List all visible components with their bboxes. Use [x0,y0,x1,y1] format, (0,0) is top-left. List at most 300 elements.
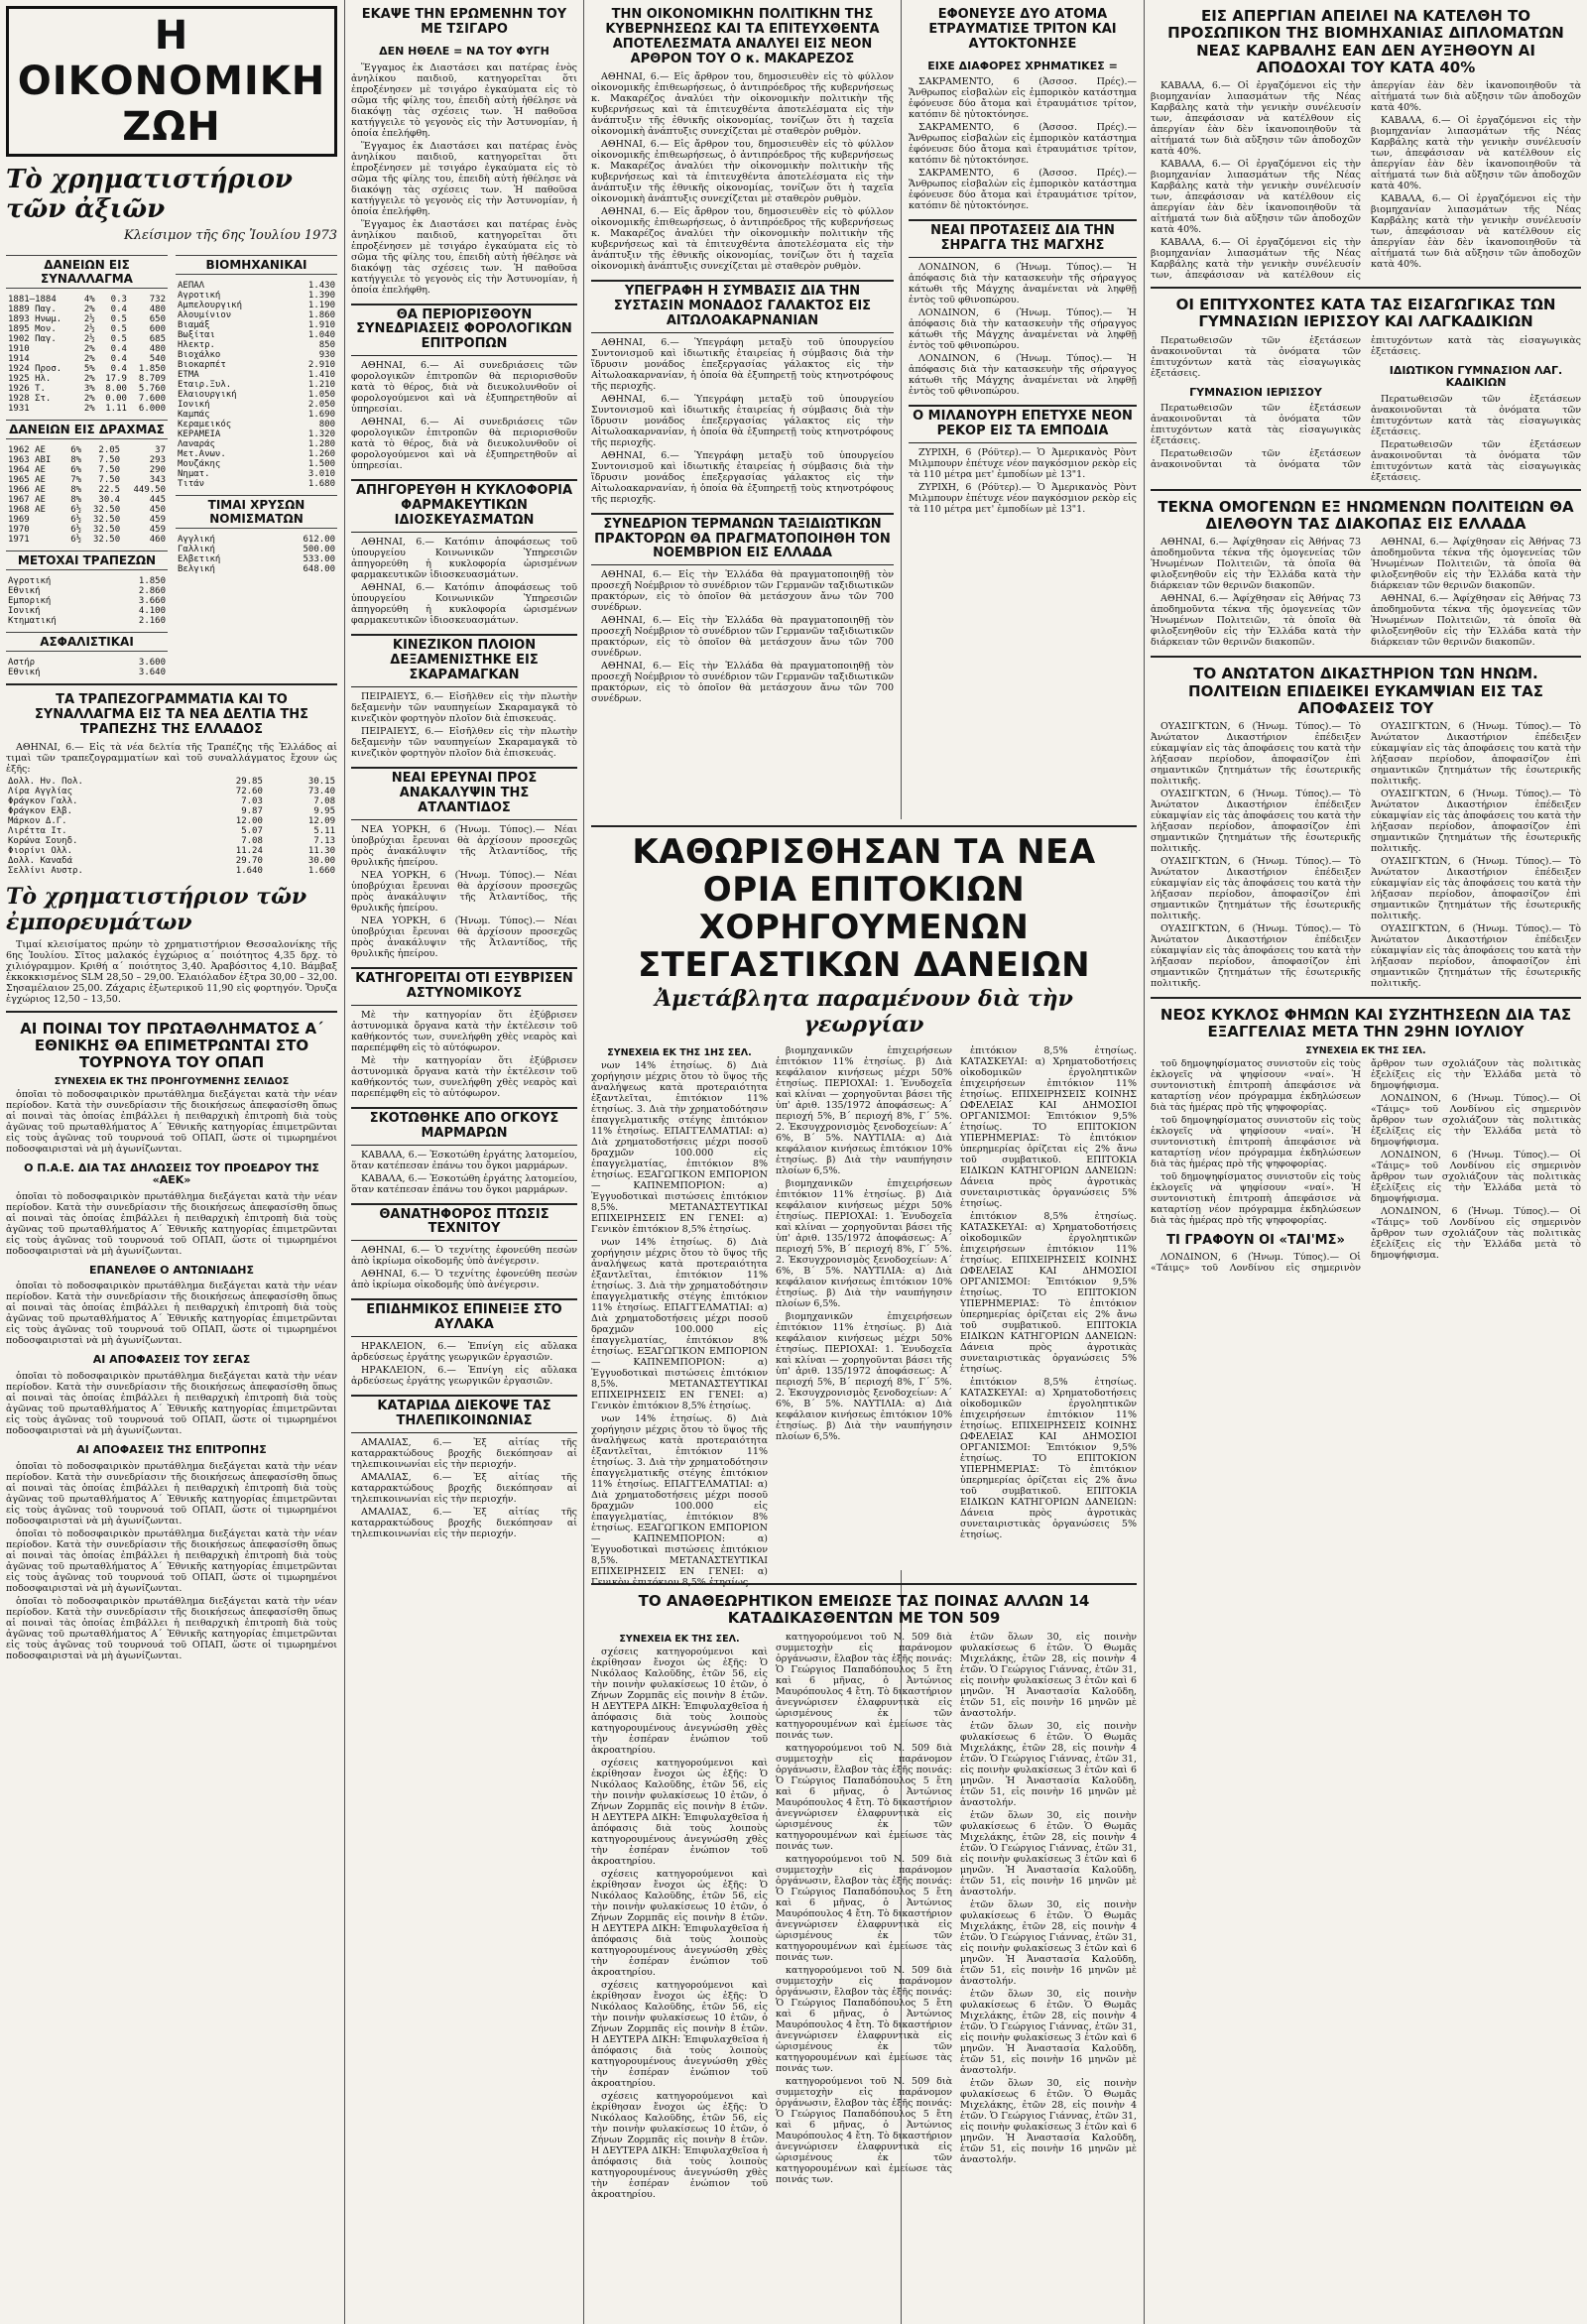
hurdles-record-text: ΖΥΡΙΧΗ, 6 (Ρόϋτερ).— Ὁ Ἀμερικανὸς Ρὸντ Μιλμπουρν ἐπέτυχε νέον παγκόσμιον ρεκὸρ εἰς τὰ 110 μέτρα μετ' ἐμποδίων μὲ 13"1. ΖΥΡΙΧΗ, 6 (Ρόϋτερ).— Ὁ Ἀμερικανὸς Ρὸντ Μιλμπουρν ἐπέτυχε νέον παγκόσμιον ρεκὸρ εἰς τὰ 110 μέτρα μετ' ἐμποδίων μὲ 13"1. [909,447,1137,516]
drachma-row-cell: 32.50 [93,535,121,545]
currency-row-cell: 11.30 [307,845,335,856]
drachma-row-cell: 32.50 [93,525,121,535]
loan-row-cell: 1926 Τ. [8,384,46,394]
industrial-row-cell: 3.010 [307,469,335,479]
bank-row [6,606,168,616]
drachma-row-cell: 1966 ΑΕ [8,485,46,495]
drachma-table [6,445,168,545]
currency-row-cell: Φιορίνι Ολλ. [8,845,73,856]
bank-shares-table [6,576,168,626]
marble-headline: ΣΚΟΤΩΘΗΚΕ ΑΠΟ ΟΓΚΟΥΣ ΜΑΡΜΑΡΩΝ [351,1107,577,1146]
drachma-row-cell: 6½ [70,535,82,545]
currency-row-cell: 5.11 [313,825,335,836]
atlantis-headline: ΝΕΑΙ ΕΡΕΥΝΑΙ ΠΡΟΣ ΑΝΑΚΑΛΥΨΙΝ ΤΗΣ ΑΤΛΑΝΤΙΔΟΣ [351,767,577,820]
insurance-row-cell: 3.640 [138,668,166,677]
currency-row-cell: 9.87 [241,805,263,816]
loan-row-cell: 480 [149,305,166,314]
bank-row [6,616,168,626]
currency-row-cell: 7.03 [241,795,263,806]
diaspora-kids-headline: ΤΕΚΝΑ ΟΜΟΓΕΝΩΝ ΕΞ ΗΝΩΜΕΝΩΝ ΠΟΛΙΤΕΙΩΝ ΘΑ ΔΙΕΛΘΟΥΝ ΤΑΣ ΔΙΑΚΟΠΑΣ ΕΙΣ ΕΛΛΑΔΑ [1158,497,1574,534]
industrial-row-cell: ΑΕΠΑΛ [178,281,205,291]
industrial-row-cell: ΚΕΡΑΜΕΙΑ [178,429,221,439]
drachma-row-cell: 30.4 [98,495,121,505]
loan-row-cell: 0.5 [110,314,127,324]
drachma-row-cell: 1964 ΑΕ [8,465,46,475]
currency-row [6,836,337,846]
drachma-row-cell: 450 [149,505,166,515]
pharma-text: ΑΘΗΝΑΙ, 6.— Κατόπιν ἀποφάσεως τοῦ ὑπουργείου Κοινωνικῶν Ὑπηρεσιῶν ἀπηγορεύθη ἡ κυκλοφορία ὡρισμένων φαρμακευτικῶν ἰδιοσκευασμάτων. ΑΘΗΝΑΙ, 6.— Κατόπιν ἀποφάσεως τοῦ ὑπουργείου Κοινωνικῶν Ὑπηρεσιῶν ἀπηγορεύθη ἡ κυκλοφορία ὡρισμένων φαρμακευτικῶν ἰδιοσκευασμάτων. [351,537,577,627]
column-rule [583,0,584,2324]
currency-row-cell: 7.13 [313,835,335,846]
drachma-row-cell: 460 [149,535,166,545]
loan-row [6,394,168,404]
drachma-row [6,475,168,485]
loan-row [6,384,168,394]
loan-row [6,354,168,364]
currency-row-cell: 29.85 [235,776,263,787]
makarezos-headline: ΤΗΝ ΟΙΚΟΝΟΜΙΚΗΝ ΠΟΛΙΤΙΚΗΝ ΤΗΣ ΚΥΒΕΡΝΗΣΕΩΣ ΚΑΙ ΤΑ ΕΠΙΤΕΥΧΘΕΝΤΑ ΑΠΟΤΕΛΕΣΜΑΤΑ ΑΝΑΛΥΕΙ ΕΙΣ ΝΕΟΝ ΑΡΘΡΟΝ ΤΟΥ Ο κ. ΜΑΚΑΡΕΖΟΣ [605,7,880,66]
drachma-row-cell: 7.50 [98,455,121,465]
loan-row-cell: 1910 [8,344,30,354]
gold-heading: ΤΙΜΑΙ ΧΡΥΣΩΝ ΝΟΜΙΣΜΑΤΩΝ [176,495,337,529]
loan-row [6,374,168,384]
currency-row [6,866,337,876]
interest-rates-col-3: ἐπιτόκιον 8,5% ἐτησίως. ΚΑΤΑΣΚΕΥΑΙ: α) Χρηματοδοτήσεις οἰκοδομικῶν ἐργοληπτικῶν ἐπιχειρήσεων ἐπιτόκιον 11% ἐτησίως. ΕΠΙΧΕΙΡΗΣΕΙΣ ΚΟΙΝΗΣ ΩΦΕΛΕΙΑΣ ΚΑΙ ΔΗΜΟΣΙΟΙ ΟΡΓΑΝΙΣΜΟΙ: Ἐπιτόκιον 9,5% ἐτησίως. ΤΟ ΕΠΙΤΟΚΙΟΝ ΥΠΕΡΗΜΕΡΙΑΣ: Τὸ ἐπιτόκιον ὑπερημερίας ὁρίζεται εἰς 2% ἄνω τοῦ συμβατικοῦ. ΕΠΙΤΟΚΙΑ ΕΙΔΙΚΩΝ ΚΑΤΗΓΟΡΙΩΝ ΔΑΝΕΙΩΝ: Δάνεια πρὸς ἀγροτικὰς συνεταιριστικὰς ὀργανώσεις 5% ἐτησίως. ἐπιτόκιον 8,5% ἐτησίως. ΚΑΤΑΣΚΕΥΑΙ: α) Χρηματοδοτήσεις οἰκοδομικῶν ἐργοληπτικῶν ἐπιχειρήσεων ἐπιτόκιον 11% ἐτησίως. ΕΠΙΧΕΙΡΗΣΕΙΣ ΚΟΙΝΗΣ ΩΦΕΛΕΙΑΣ ΚΑΙ ΔΗΜΟΣΙΟΙ ΟΡΓΑΝΙΣΜΟΙ: Ἐπιτόκιον 9,5% ἐτησίως. ΤΟ ΕΠΙΤΟΚΙΟΝ ΥΠΕΡΗΜΕΡΙΑΣ: Τὸ ἐπιτόκιον ὑπερημερίας ὁρίζεται εἰς 2% ἄνω τοῦ συμβατικοῦ. ΕΠΙΤΟΚΙΑ ΕΙΔΙΚΩΝ ΚΑΤΗΓΟΡΙΩΝ ΔΑΝΕΙΩΝ: Δάνεια πρὸς ἀγροτικὰς συνεταιριστικὰς ὀργανώσεις 5% ἐτησίως. ἐπιτόκιον 8,5% ἐτησίως. ΚΑΤΑΣΚΕΥΑΙ: α) Χρηματοδοτήσεις οἰκοδομικῶν ἐργοληπτικῶν ἐπιχειρήσεων ἐπιτόκιον 11% ἐτησίως. ΕΠΙΧΕΙΡΗΣΕΙΣ ΚΟΙΝΗΣ ΩΦΕΛΕΙΑΣ ΚΑΙ ΔΗΜΟΣΙΟΙ ΟΡΓΑΝΙΣΜΟΙ: Ἐπιτόκιον 9,5% ἐτησίως. ΤΟ ΕΠΙΤΟΚΙΟΝ ΥΠΕΡΗΜΕΡΙΑΣ: Τὸ ἐπιτόκιον ὑπερημερίας ὁρίζεται εἰς 2% ἄνω τοῦ συμβατικοῦ. ΕΠΙΤΟΚΙΑ ΕΙΔΙΚΩΝ ΚΑΤΗΓΟΡΙΩΝ ΔΑΝΕΙΩΝ: Δάνεια πρὸς ἀγροτικὰς συνεταιριστικὰς ὀργανώσεις 5% ἐτησίως. [960,1045,1137,1541]
currency-row-cell: Φράγκον Γαλλ. [8,795,78,806]
op-text: ὁποῖαι τὸ ποδοσφαιρικὸν πρωτάθλημα διεξάγεται κατὰ τὴν νέαν περίοδον. Κατὰ τὴν συνεδρίασιν τῆς διοικήσεως ἀπεφασίσθη ὅπως αἱ ποιναὶ τὰς ὁποίας ἐπιβάλλει ἡ πειθαρχικὴ ἐπιτροπὴ διὰ τοὺς ἀγῶνας τοῦ πρωταθλήματος Α΄ Ἐθνικῆς κατηγορίας ἐπιμετρῶνται εἰς τοὺς ἀγῶνας τοῦ τουρνουά τοῦ ΟΠΑΠ, ὥστε οἱ τιμωρημένοι ποδοσφαιρισταὶ νὰ μὴ ἀγωνίζωνται. Ο Π.Α.Ε. ΔΙΑ ΤΑΣ ΔΗΛΩΣΕΙΣ ΤΟΥ ΠΡΟΕΔΡΟΥ ΤΗΣ «ΑΕΚ» ὁποῖαι τὸ ποδοσφαιρικὸν πρωτάθλημα διεξάγεται κατὰ τὴν νέαν περίοδον. Κατὰ τὴν συνεδρίασιν τῆς διοικήσεως ἀπεφασίσθη ὅπως αἱ ποιναὶ τὰς ὁποίας ἐπιβάλλει ἡ πειθαρχικὴ ἐπιτροπὴ διὰ τοὺς ἀγῶνας τοῦ πρωταθλήματος Α΄ Ἐθνικῆς κατηγορίας ἐπιμετρῶνται εἰς τοὺς ἀγῶνας τοῦ τουρνουά τοῦ ΟΠΑΠ, ὥστε οἱ τιμωρημένοι ποδοσφαιρισταὶ νὰ μὴ ἀγωνίζωνται. ΕΠΑΝΕΛΘΕ Ο ΑΝΤΩΝΙΑΔΗΣ ὁποῖαι τὸ ποδοσφαιρικὸν πρωτάθλημα διεξάγεται κατὰ τὴν νέαν περίοδον. Κατὰ τὴν συνεδρίασιν τῆς διοικήσεως ἀπεφασίσθη ὅπως αἱ ποιναὶ τὰς ὁποίας ἐπιβάλλει ἡ πειθαρχικὴ ἐπιτροπὴ διὰ τοὺς ἀγῶνας τοῦ πρωταθλήματος Α΄ Ἐθνικῆς κατηγορίας ἐπιμετρῶνται εἰς τοὺς ἀγῶνας τοῦ τουρνουά τοῦ ΟΠΑΠ, ὥστε οἱ τιμωρημένοι ποδοσφαιρισταὶ νὰ μὴ ἀγωνίζωνται. ΑΙ ΑΠΟΦΑΣΕΙΣ ΤΟΥ ΣΕΓΑΣ ὁποῖαι τὸ ποδοσφαιρικὸν πρωτάθλημα διεξάγεται κατὰ τὴν νέαν περίοδον. Κατὰ τὴν συνεδρίασιν τῆς διοικήσεως ἀπεφασίσθη ὅπως αἱ ποιναὶ τὰς ὁποίας ἐπιβάλλει ἡ πειθαρχικὴ ἐπιτροπὴ διὰ τοὺς ἀγῶνας τοῦ πρωταθλήματος Α΄ Ἐθνικῆς κατηγορίας ἐπιμετρῶνται εἰς τοὺς ἀγῶνας τοῦ τουρνουά τοῦ ΟΠΑΠ, ὥστε οἱ τιμωρημένοι ποδοσφαιρισταὶ νὰ μὴ ἀγωνίζωνται. ΑΙ ΑΠΟΦΑΣΕΙΣ ΤΗΣ ΕΠΙΤΡΟΠΗΣ ὁποῖαι τὸ ποδοσφαιρικὸν πρωτάθλημα διεξάγεται κατὰ τὴν νέαν περίοδον. Κατὰ τὴν συνεδρίασιν τῆς διοικήσεως ἀπεφασίσθη ὅπως αἱ ποιναὶ τὰς ὁποίας ἐπιβάλλει ἡ πειθαρχικὴ ἐπιτροπὴ διὰ τοὺς ἀγῶνας τοῦ πρωταθλήματος Α΄ Ἐθνικῆς κατηγορίας ἐπιμετρῶνται εἰς τοὺς ἀγῶνας τοῦ τουρνουά τοῦ ΟΠΑΠ, ὥστε οἱ τιμωρημένοι ποδοσφαιρισταὶ νὰ μὴ ἀγωνίζωνται. ὁποῖαι τὸ ποδοσφαιρικὸν πρωτάθλημα διεξάγεται κατὰ τὴν νέαν περίοδον. Κατὰ τὴν συνεδρίασιν τῆς διοικήσεως ἀπεφασίσθη ὅπως αἱ ποιναὶ τὰς ὁποίας ἐπιβάλλει ἡ πειθαρχικὴ ἐπιτροπὴ διὰ τοὺς ἀγῶνας τοῦ πρωταθλήματος Α΄ Ἐθνικῆς κατηγορίας ἐπιμετρῶνται εἰς τοὺς ἀγῶνας τοῦ τουρνουά τοῦ ΟΠΑΠ, ὥστε οἱ τιμωρημένοι ποδοσφαιρισταὶ νὰ μὴ ἀγωνίζωνται. ὁποῖαι τὸ ποδοσφαιρικὸν πρωτάθλημα διεξάγεται κατὰ τὴν νέαν περίοδον. Κατὰ τὴν συνεδρίασιν τῆς διοικήσεως ἀπεφασίσθη ὅπως αἱ ποιναὶ τὰς ὁποίας ἐπιβάλλει ἡ πειθαρχικὴ ἐπιτροπὴ διὰ τοὺς ἀγῶνας τοῦ πρωταθλήματος Α΄ Ἐθνικῆς κατηγορίας ἐπιμετρῶνται εἰς τοὺς ἀγῶνας τοῦ τουρνουά τοῦ ΟΠΑΠ, ὥστε οἱ τιμωρημένοι ποδοσφαιρισταὶ νὰ μὴ ἀγωνίζωνται. [6,1088,337,1661]
currency-row-cell: 11.24 [235,845,263,856]
industrial-row [176,320,337,330]
industrial-row-cell: Κεραμεικός [178,420,232,429]
gold-row [176,535,337,545]
loan-row-cell: 0.4 [110,354,127,364]
drachma-row [6,485,168,495]
loan-row-cell: 2½ [83,314,95,324]
gold-row-cell: 533.00 [303,554,335,564]
loan-row-cell: 0.4 [110,305,127,314]
industrial-row-cell: 2.050 [307,400,335,410]
bank-row-cell: 2.860 [138,586,166,596]
industrial-row-cell: Μουζάκης [178,459,221,469]
loan-row-cell: 0.3 [110,295,127,305]
exams-text: Περατωθεισῶν τῶν ἐξετάσεων ἀνακοινοῦνται τὰ ὀνόματα τῶν ἐπιτυχόντων κατὰ τὰς εἰσαγωγικὰς ἐξετάσεις. ΓΥΜΝΑΣΙΟΝ ΙΕΡΙΣΣΟΥ Περατωθεισῶν τῶν ἐξετάσεων ἀνακοινοῦνται τὰ ὀνόματα τῶν ἐπιτυχόντων κατὰ τὰς εἰσαγωγικὰς ἐξετάσεις. Περατωθεισῶν τῶν ἐξετάσεων ἀνακοινοῦνται τὰ ὀνόματα τῶν ἐπιτυχόντων κατὰ τὰς εἰσαγωγικὰς ἐξετάσεις. ΙΔΙΩΤΙΚΟΝ ΓΥΜΝΑΣΙΟΝ ΛΑΓ. ΚΑΔΙΚΙΩΝ Περατωθεισῶν τῶν ἐξετάσεων ἀνακοινοῦνται τὰ ὀνόματα τῶν ἐπιτυχόντων κατὰ τὰς εἰσαγωγικὰς ἐξετάσεις. Περατωθεισῶν τῶν ἐξετάσεων ἀνακοινοῦνται τὰ ὀνόματα τῶν ἐπιτυχόντων κατὰ τὰς εἰσαγωγικὰς ἐξετάσεις. [1151,334,1581,483]
currency-row-cell: 73.40 [307,786,335,796]
loans-table [6,295,168,414]
world-news-column [909,0,1137,816]
industrial-row-cell: 1.190 [307,301,335,310]
industrial-row-cell: Αμπελουργική [178,301,243,310]
makarezos-text: ΑΘΗΝΑΙ, 6.— Εἰς ἄρθρον του, δημοσιευθὲν εἰς τὸ φύλλον οἰκονομικῆς ἐπιθεωρήσεως, ὁ ἀντιπρόεδρος τῆς κυβερνήσεως κ. Μακαρέζος ἀναλύει τὴν οἰκονομικὴν πολιτικὴν τῆς κυβερνήσεως καὶ τὰ ἐπιτευχθέντα ἀποτελέσματα εἰς τὴν ἀνάπτυξιν τῆς ἐθνικῆς οἰκονομίας, τονίζων ὅτι ἡ ταχεῖα οἰκονομικὴ ἀνάπτυξις συνεχίζεται μὲ σταθερὸν ρυθμὸν. ΑΘΗΝΑΙ, 6.— Εἰς ἄρθρον του, δημοσιευθὲν εἰς τὸ φύλλον οἰκονομικῆς ἐπιθεωρήσεως, ὁ ἀντιπρόεδρος τῆς κυβερνήσεως κ. Μακαρέζος ἀναλύει τὴν οἰκονομικὴν πολιτικὴν τῆς κυβερνήσεως καὶ τὰ ἐπιτευχθέντα ἀποτελέσματα εἰς τὴν ἀνάπτυξιν τῆς ἐθνικῆς οἰκονομίας, τονίζων ὅτι ἡ ταχεῖα οἰκονομικὴ ἀνάπτυξις συνεχίζεται μὲ σταθερὸν ρυθμὸν. ΑΘΗΝΑΙ, 6.— Εἰς ἄρθρον του, δημοσιευθὲν εἰς τὸ φύλλον οἰκονομικῆς ἐπιθεωρήσεως, ὁ ἀντιπρόεδρος τῆς κυβερνήσεως κ. Μακαρέζος ἀναλύει τὴν οἰκονομικὴν πολιτικὴν τῆς κυβερνήσεως καὶ τὰ ἐπιτευχθέντα ἀποτελέσματα εἰς τὴν ἀνάπτυξιν τῆς ἐθνικῆς οἰκονομίας, τονίζων ὅτι ἡ ταχεῖα οἰκονομικὴ ἀνάπτυξις συνεχίζεται μὲ σταθερὸν ρυθμὸν. [591,70,894,272]
industrial-row-cell: 1.690 [307,410,335,420]
loan-row-cell: 7.600 [138,394,166,404]
loan-row-cell: 1914 [8,354,30,364]
section-masthead: Η ΟΙΚΟΝΟΜΙΚΗ ΖΩΗ [6,6,337,157]
industrial-heading: ΒΙΟΜΗΧΑΝΙΚΑΙ [176,255,337,275]
industrial-row [176,360,337,370]
review-court-story [591,1577,1137,2324]
tax-committees-text: ΑΘΗΝΑΙ, 6.— Αἱ συνεδριάσεις τῶν φορολογικῶν ἐπιτροπῶν θὰ περιορισθοῦν κατὰ τὸ θέρος, διὰ νὰ διευκολυνθοῦν οἱ φορολογούμενοι καὶ νὰ ἐξυπηρετηθοῦν αἱ ὑπηρεσίαι. ΑΘΗΝΑΙ, 6.— Αἱ συνεδριάσεις τῶν φορολογικῶν ἐπιτροπῶν θὰ περιορισθοῦν κατὰ τὸ θέρος, διὰ νὰ διευκολυνθοῦν οἱ φορολογούμενοι καὶ νὰ ἐξυπηρετηθοῦν αἱ ὑπηρεσίαι. [351,360,577,472]
bank-row-cell: Εμπορική [8,596,52,606]
bank-heading: ΜΕΤΟΧΑΙ ΤΡΑΠΕΖΩΝ [6,550,168,570]
loan-row-cell: 2% [83,394,95,404]
industrial-row [176,469,337,479]
currency-row-cell: 29.70 [235,855,263,866]
loan-row-cell: 2% [83,344,95,354]
commodity-text: Τιμαί κλεισίματος πρώην τὸ χρηματιστήριον Θεσσαλονίκης τῆς 6ης Ἰουλίου. Σῖτος μαλακός ἐγχώριος α΄ ποιότητος 4,35 δρχ. τὸ χιλιόγραμμον. Κριθή α΄ ποιότητος 3,40. Ἀραβόσιτος 4,10. Βάμβαξ ἐκκοκκισμένος SLM 28,50 – 29,00. Ἐλαιόλαδον ἐξτρα 30,00 – 32,00. Σησαμέλαιον 25,00. Ζάχαρις ἐξωτερικοῦ 11,90 εἰς φορτηγόν. Ὄρυζα ἐγχώριος 12,50 – 13,50. [6,938,337,1005]
drachma-row-cell: 7.50 [98,475,121,485]
currency-row-cell: 5.07 [241,825,263,836]
industrial-row [176,410,337,420]
gold-row-cell: Βελγική [178,564,215,574]
drachma-row-cell: 293 [149,455,166,465]
loan-row-cell: 2½ [83,324,95,334]
rumours-continuation: ΣΥΝΕΧΕΙΑ ΕΚ ΤΗΣ ΣΕΛ. [1305,1044,1426,1056]
loan-row-cell: 650 [149,314,166,324]
loan-row-cell: 17.9 [105,374,127,384]
industrial-row-cell: 1.430 [307,281,335,291]
loan-row-cell: 1889 Παγ. [8,305,57,314]
loan-row-cell: 8.00 [105,384,127,394]
industrial-row-cell: 1.040 [307,330,335,340]
rumours-text: τοῦ δημοψηφίσματος συνιστοῦν εἰς τοὺς ἐκλογεῖς νὰ ψηφίσουν «ναί». Ἡ συντονιστικὴ ἐπιτροπὴ ἀπεφάσισε νὰ καταρτίσῃ νέον πρόγραμμα ἐκδηλώσεων διὰ τὰς ἡμέρας πρὸ τῆς ψηφοφορίας. τοῦ δημοψηφίσματος συνιστοῦν εἰς τοὺς ἐκλογεῖς νὰ ψηφίσουν «ναί». Ἡ συντονιστικὴ ἐπιτροπὴ ἀπεφάσισε νὰ καταρτίσῃ νέον πρόγραμμα ἐκδηλώσεων διὰ τὰς ἡμέρας πρὸ τῆς ψηφοφορίας. τοῦ δημοψηφίσματος συνιστοῦν εἰς τοὺς ἐκλογεῖς νὰ ψηφίσουν «ναί». Ἡ συντονιστικὴ ἐπιτροπὴ ἀπεφάσισε νὰ καταρτίσῃ νέον πρόγραμμα ἐκδηλώσεων διὰ τὰς ἡμέρας πρὸ τῆς ψηφοφορίας. ΤΙ ΓΡΑΦΟΥΝ ΟΙ «ΤΑΙ'ΜΣ» ΛΟΝΔΙΝΟΝ, 6 (Ἠνωμ. Τύπος).— Οἱ «Τάιμς» τοῦ Λονδίνου εἰς σημερινὸν ἄρθρον των σχολιάζουν τὰς πολιτικὰς ἐξελίξεις εἰς τὴν Ἑλλάδα μετὰ τὸ δημοψήφισμα. ΛΟΝΔΙΝΟΝ, 6 (Ἠνωμ. Τύπος).— Οἱ «Τάιμς» τοῦ Λονδίνου εἰς σημερινὸν ἄρθρον των σχολιάζουν τὰς πολιτικὰς ἐξελίξεις εἰς τὴν Ἑλλάδα μετὰ τὸ δημοψήφισμα. ΛΟΝΔΙΝΟΝ, 6 (Ἠνωμ. Τύπος).— Οἱ «Τάιμς» τοῦ Λονδίνου εἰς σημερινὸν ἄρθρον των σχολιάζουν τὰς πολιτικὰς ἐξελίξεις εἰς τὴν Ἑλλάδα μετὰ τὸ δημοψήφισμα. ΛΟΝΔΙΝΟΝ, 6 (Ἠνωμ. Τύπος).— Οἱ «Τάιμς» τοῦ Λονδίνου εἰς σημερινὸν ἄρθρον των σχολιάζουν τὰς πολιτικὰς ἐξελίξεις εἰς τὴν Ἑλλάδα μετὰ τὸ δημοψήφισμα. [1151,1057,1581,1275]
gold-row-cell: Γαλλική [178,545,215,554]
loan-row [6,404,168,414]
industrial-row-cell: Βιοχάλκο [178,350,221,360]
drachma-row [6,535,168,545]
drachma-row-cell: 6½ [70,505,82,515]
stock-tables [6,249,337,677]
loan-row-cell: 2% [83,404,95,414]
currency-row-cell: 72.60 [235,786,263,796]
bank-row-cell: 2.160 [138,616,166,626]
drachma-row [6,455,168,465]
marble-text: ΚΑΒΑΛΑ, 6.— Ἐσκοτώθη ἐργάτης λατομείου, ὅταν κατέπεσαν ἐπάνω του ὄγκοι μαρμάρων. ΚΑΒΑΛΑ, 6.— Ἐσκοτώθη ἐργάτης λατομείου, ὅταν κατέπεσαν ἐπάνω του ὄγκοι μαρμάρων. [351,1149,577,1195]
bank-row [6,586,168,596]
loan-row-cell: 1928 Στ. [8,394,52,404]
currency-row [6,806,337,816]
bank-notes-intro: ΑΘΗΝΑΙ, 6.— Εἰς τὰ νέα δελτία τῆς Τραπέζης τῆς Ἑλλάδος αἱ τιμαὶ τῶν τραπεζογραμματίων καὶ τοῦ συναλλάγματος ἔχουν ὡς ἑξῆς: [6,741,337,775]
industrial-row [176,281,337,291]
industrial-row-cell: Ιονική [178,400,210,410]
bank-row-cell: 4.100 [138,606,166,616]
drachma-row-cell: 8% [70,455,82,465]
industrial-row [176,340,337,350]
stock-tables-left [6,249,168,677]
op-subhead: ΑΙ ΑΠΟΦΑΣΕΙΣ ΤΟΥ ΣΕΓΑΣ [92,1353,251,1367]
interest-rates-body [591,1045,1137,1590]
industrial-row-cell: 2.910 [307,360,335,370]
loan-row [6,295,168,305]
currency-row-cell: 1.640 [235,865,263,876]
policy-column [591,0,894,816]
industrial-row-cell: 1.910 [307,320,335,330]
drachma-row-cell: 1963 ΑΒΙ [8,455,52,465]
hurdles-record-headline: Ο ΜΙΛΑΝΟΥΡΗ ΕΠΕΤΥΧΕ ΝΕΟΝ ΡΕΚΟΡ ΕΙΣ ΤΑ ΕΜΠΟΔΙΑ [909,405,1137,443]
industrial-row [176,310,337,320]
drachma-row [6,515,168,525]
gold-row-cell: 648.00 [303,564,335,574]
times-subhead: ΤΙ ΓΡΑΦΟΥΝ ΟΙ «ΤΑΙ'ΜΣ» [1166,1232,1345,1248]
drachma-row-cell: 6½ [70,525,82,535]
insurance-row-cell: Εθνική [8,668,41,677]
industrial-row [176,420,337,429]
shooting-headline: ΕΦΟΝΕΥΣΕ ΔΥΟ ΑΤΟΜΑ ΕΤΡΑΥΜΑΤΙΣΕ ΤΡΙΤΟΝ ΚΑΙ ΑΥΤΟΚΤΟΝΗΣΕ [928,7,1117,52]
drachma-row-cell: 445 [149,495,166,505]
insurance-table [6,658,168,677]
industrial-row [176,330,337,340]
bank-row-cell: Εθνική [8,586,41,596]
industrial-row [176,459,337,469]
industrial-row-cell: Βιαμάξ [178,320,210,330]
column-rule [344,0,345,2324]
currency-row-cell: Μάρκον Δ.Γ. [8,815,67,826]
commodity-kicker: Τὸ χρηματιστήριον τῶν ἐμπορευμάτων [6,883,307,935]
industrial-row-cell: 1.680 [307,479,335,489]
currency-row-cell: Δολλ. Καναδά [8,855,73,866]
supreme-court-text: ΟΥΑΣΙΓΚΤΩΝ, 6 (Ἠνωμ. Τύπος).— Τὸ Ἀνώτατον Δικαστήριον ἐπέδειξεν εὐκαμψίαν εἰς τὰς ἀποφάσεις του κατὰ τὴν λήξασαν περίοδον, ἀποφασίζον ἐπὶ σημαντικῶν ζητημάτων τῆς ἐσωτερικῆς πολιτικῆς. ΟΥΑΣΙΓΚΤΩΝ, 6 (Ἠνωμ. Τύπος).— Τὸ Ἀνώτατον Δικαστήριον ἐπέδειξεν εὐκαμψίαν εἰς τὰς ἀποφάσεις του κατὰ τὴν λήξασαν περίοδον, ἀποφασίζον ἐπὶ σημαντικῶν ζητημάτων τῆς ἐσωτερικῆς πολιτικῆς. ΟΥΑΣΙΓΚΤΩΝ, 6 (Ἠνωμ. Τύπος).— Τὸ Ἀνώτατον Δικαστήριον ἐπέδειξεν εὐκαμψίαν εἰς τὰς ἀποφάσεις του κατὰ τὴν λήξασαν περίοδον, ἀποφασίζον ἐπὶ σημαντικῶν ζητημάτων τῆς ἐσωτερικῆς πολιτικῆς. ΟΥΑΣΙΓΚΤΩΝ, 6 (Ἠνωμ. Τύπος).— Τὸ Ἀνώτατον Δικαστήριον ἐπέδειξεν εὐκαμψίαν εἰς τὰς ἀποφάσεις του κατὰ τὴν λήξασαν περίοδον, ἀποφασίζον ἐπὶ σημαντικῶν ζητημάτων τῆς ἐσωτερικῆς πολιτικῆς. ΟΥΑΣΙΓΚΤΩΝ, 6 (Ἠνωμ. Τύπος).— Τὸ Ἀνώτατον Δικαστήριον ἐπέδειξεν εὐκαμψίαν εἰς τὰς ἀποφάσεις του κατὰ τὴν λήξασαν περίοδον, ἀποφασίζον ἐπὶ σημαντικῶν ζητημάτων τῆς ἐσωτερικῆς πολιτικῆς. ΟΥΑΣΙΓΚΤΩΝ, 6 (Ἠνωμ. Τύπος).— Τὸ Ἀνώτατον Δικαστήριον ἐπέδειξεν εὐκαμψίαν εἰς τὰς ἀποφάσεις του κατὰ τὴν λήξασαν περίοδον, ἀποφασίζον ἐπὶ σημαντικῶν ζητημάτων τῆς ἐσωτερικῆς πολιτικῆς. ΟΥΑΣΙΓΚΤΩΝ, 6 (Ἠνωμ. Τύπος).— Τὸ Ἀνώτατον Δικαστήριον ἐπέδειξεν εὐκαμψίαν εἰς τὰς ἀποφάσεις του κατὰ τὴν λήξασαν περίοδον, ἀποφασίζον ἐπὶ σημαντικῶν ζητημάτων τῆς ἐσωτερικῆς πολιτικῆς. ΟΥΑΣΙΓΚΤΩΝ, 6 (Ἠνωμ. Τύπος).— Τὸ Ἀνώτατον Δικαστήριον ἐπέδειξεν εὐκαμψίαν εἰς τὰς ἀποφάσεις του κατὰ τὴν λήξασαν περίοδον, ἀποφασίζον ἐπὶ σημαντικῶν ζητημάτων τῆς ἐσωτερικῆς πολιτικῆς. [1151,721,1581,990]
drachma-row [6,495,168,505]
bank-row [6,596,168,606]
strike-text: ΚΑΒΑΛΑ, 6.— Οἱ ἐργαζόμενοι εἰς τὴν βιομηχανίαν λιπασμάτων τῆς Νέας Καρβάλης κατὰ τὴν γενικὴν συνέλευσίν των, ἀπεφάσισαν νὰ κατέλθουν εἰς ἀπεργίαν ἐὰν δὲν ἱκανοποιηθοῦν τὰ αἰτήματά των διὰ αὔξησιν τῶν ἀποδοχῶν κατὰ 40%. ΚΑΒΑΛΑ, 6.— Οἱ ἐργαζόμενοι εἰς τὴν βιομηχανίαν λιπασμάτων τῆς Νέας Καρβάλης κατὰ τὴν γενικὴν συνέλευσίν των, ἀπεφάσισαν νὰ κατέλθουν εἰς ἀπεργίαν ἐὰν δὲν ἱκανοποιηθοῦν τὰ αἰτήματά των διὰ αὔξησιν τῶν ἀποδοχῶν κατὰ 40%. ΚΑΒΑΛΑ, 6.— Οἱ ἐργαζόμενοι εἰς τὴν βιομηχανίαν λιπασμάτων τῆς Νέας Καρβάλης κατὰ τὴν γενικὴν συνέλευσίν των, ἀπεφάσισαν νὰ κατέλθουν εἰς ἀπεργίαν ἐὰν δὲν ἱκανοποιηθοῦν τὰ αἰτήματά των διὰ αὔξησιν τῶν ἀποδοχῶν κατὰ 40%. ΚΑΒΑΛΑ, 6.— Οἱ ἐργαζόμενοι εἰς τὴν βιομηχανίαν λιπασμάτων τῆς Νέας Καρβάλης κατὰ τὴν γενικὴν συνέλευσίν των, ἀπεφάσισαν νὰ κατέλθουν εἰς ἀπεργίαν ἐὰν δὲν ἱκανοποιηθοῦν τὰ αἰτήματά των διὰ αὔξησιν τῶν ἀποδοχῶν κατὰ 40%. ΚΑΒΑΛΑ, 6.— Οἱ ἐργαζόμενοι εἰς τὴν βιομηχανίαν λιπασμάτων τῆς Νέας Καρβάλης κατὰ τὴν γενικὴν συνέλευσίν των, ἀπεφάσισαν νὰ κατέλθουν εἰς ἀπεργίαν ἐὰν δὲν ἱκανοποιηθοῦν τὰ αἰτήματά των διὰ αὔξησιν τῶν ἀποδοχῶν κατὰ 40%. [1151,80,1581,281]
loan-row-cell: 1881—1884 [8,295,57,305]
storm-text: ΑΜΑΛΙΑΣ, 6.— Ἐξ αἰτίας τῆς καταρρακτώδους βροχῆς διεκόπησαν αἱ τηλεπικοινωνίαι εἰς τὴν περιοχήν. ΑΜΑΛΙΑΣ, 6.— Ἐξ αἰτίας τῆς καταρρακτώδους βροχῆς διεκόπησαν αἱ τηλεπικοινωνίαι εἰς τὴν περιοχήν. ΑΜΑΛΙΑΣ, 6.— Ἐξ αἰτίας τῆς καταρρακτώδους βροχῆς διεκόπησαν αἱ τηλεπικοινωνίαι εἰς τὴν περιοχήν. [351,1437,577,1540]
drowning-headline: ΕΠΙΔΗΜΙΚΟΣ ΕΠΙΝΕΙΞΕ ΣΤΟ ΑΥΛΑΚΑ [351,1298,577,1337]
gold-row [176,564,337,574]
drachma-row-cell: 32.50 [93,515,121,525]
loan-row-cell: 2% [83,305,95,314]
currency-row [6,826,337,836]
industrial-row-cell: Βιοκαρπέτ [178,360,226,370]
loan-row-cell: 540 [149,354,166,364]
currency-row-cell: 7.08 [241,835,263,846]
currency-row [6,796,337,806]
column-rule [1144,0,1145,2324]
loan-row-cell: 480 [149,344,166,354]
industrial-row-cell: 1.260 [307,449,335,459]
bank-notes-headline: ΤΑ ΤΡΑΠΕΖΟΓΡΑΜΜΑΤΙΑ ΚΑΙ ΤΟ ΣΥΝΑΛΛΑΓΜΑ ΕΙΣ ΤΑ ΝΕΑ ΔΕΛΤΙΑ ΤΗΣ ΤΡΑΠΕΖΗΣ ΤΗΣ ΕΛΛΑΔΟΣ [34,692,309,737]
loan-row-cell: 1925 Ηλ. [8,374,52,384]
industrial-row [176,301,337,310]
loan-row [6,364,168,374]
insurance-row [6,658,168,668]
loan-row-cell: 600 [149,324,166,334]
cigarette-text: Ἕγγαμος ἐκ Διαστάσει και πατέρας ἑνὸς ἀνηλίκου παιδιοῦ, κατηγορεῖται ὅτι ἐπροξένησεν μὲ τσιγάρο ἐγκαύματα εἰς τὸ σῶμα τῆς φίλης του, ἐπειδὴ αὐτὴ ἠθέλησε νὰ διακόψῃ τὰς σχέσεις των. Ἡ παθοῦσα κατήγγειλε τὸ γεγονὸς εἰς τὴν Ἀστυνομίαν, ἡ ὁποία ἐπελήφθη. Ἕγγαμος ἐκ Διαστάσει και πατέρας ἑνὸς ἀνηλίκου παιδιοῦ, κατηγορεῖται ὅτι ἐπροξένησεν μὲ τσιγάρο ἐγκαύματα εἰς τὸ σῶμα τῆς φίλης του, ἐπειδὴ αὐτὴ ἠθέλησε νὰ διακόψῃ τὰς σχέσεις των. Ἡ παθοῦσα κατήγγειλε τὸ γεγονὸς εἰς τὴν Ἀστυνομίαν, ἡ ὁποία ἐπελήφθη. Ἕγγαμος ἐκ Διαστάσει και πατέρας ἑνὸς ἀνηλίκου παιδιοῦ, κατηγορεῖται ὅτι ἐπροξένησεν μὲ τσιγάρο ἐγκαύματα εἰς τὸ σῶμα τῆς φίλης του, ἐπειδὴ αὐτὴ ἠθέλησε νὰ διακόψῃ τὰς σχέσεις των. Ἡ παθοῦσα κατήγγειλε τὸ γεγονὸς εἰς τὴν Ἀστυνομίαν, ἡ ὁποία ἐπελήφθη. [351,61,577,296]
interest-rates-story [591,819,1137,1578]
milk-plant-headline: ΥΠΕΓΡΑΦΗ Η ΣΥΜΒΑΣΙΣ ΔΙΑ ΤΗΝ ΣΥΣΤΑΣΙΝ ΜΟΝΑΔΟΣ ΓΑΛΑΚΤΟΣ ΕΙΣ ΑΙΤΩΛΟΑΚΑΡΝΑΝΙΑΝ [591,280,894,333]
currency-row-cell: 30.00 [307,855,335,866]
industrial-row [176,439,337,449]
drachma-row [6,505,168,515]
industrial-row-cell: Τιτάν [178,479,205,489]
loan-row-cell: 6.000 [138,404,166,414]
industrial-row [176,370,337,380]
loan-row-cell: 8.709 [138,374,166,384]
atlantis-text: ΝΕΑ ΥΟΡΚΗ, 6 (Ἠνωμ. Τύπος).— Νέαι ὑποβρύχιαι ἔρευναι θὰ ἀρχίσουν προσεχῶς πρὸς ἀνακάλυψιν τῆς Ἀτλαντίδος, τῆς θρυλικῆς ἠπείρου. ΝΕΑ ΥΟΡΚΗ, 6 (Ἠνωμ. Τύπος).— Νέαι ὑποβρύχιαι ἔρευναι θὰ ἀρχίσουν προσεχῶς πρὸς ἀνακάλυψιν τῆς Ἀτλαντίδος, τῆς θρυλικῆς ἠπείρου. ΝΕΑ ΥΟΡΚΗ, 6 (Ἠνωμ. Τύπος).— Νέαι ὑποβρύχιαι ἔρευναι θὰ ἀρχίσουν προσεχῶς πρὸς ἀνακάλυψιν τῆς Ἀτλαντίδος, τῆς θρυλικῆς ἠπείρου. [351,823,577,959]
drachma-row-cell: 1970 [8,525,30,535]
industrial-row-cell: Νηματ. [178,469,210,479]
gold-row [176,554,337,564]
industrial-row-cell: 1.050 [307,390,335,400]
bank-row-cell: 3.660 [138,596,166,606]
interest-rates-col-2: βιομηχανικῶν ἐπιχειρήσεων ἐπιτόκιον 11% ἐτησίως. β) Διὰ κεφάλαιον κινήσεως μέχρι 50% ἐτησίως. ΠΕΡΙΟΧΑΙ: 1. Ἐνυδοχεῖα καὶ κλίναι — χορηγοῦνται βάσει τῆς ὑπ' ἀριθ. 135/1972 ἀποφάσεως: Α΄ περιοχή 5%, Β΄ περιοχή 8%, Γ΄ 5%. 2. Ἐκσυγχρονισμὸς ξενοδοχείων: Α΄ 6%, Β΄ 5%. ΝΑΥΤΙΛΙΑ: α) Διὰ κεφάλαιον κινήσεως ἐπιτόκιον 10% ἐτησίως. β) Διὰ τὴν ναυπήγησιν πλοίων 6,5%. βιομηχανικῶν ἐπιχειρήσεων ἐπιτόκιον 11% ἐτησίως. β) Διὰ κεφάλαιον κινήσεως μέχρι 50% ἐτησίως. ΠΕΡΙΟΧΑΙ: 1. Ἐνυδοχεῖα καὶ κλίναι — χορηγοῦνται βάσει τῆς ὑπ' ἀριθ. 135/1972 ἀποφάσεως: Α΄ περιοχή 5%, Β΄ περιοχή 8%, Γ΄ 5%. 2. Ἐκσυγχρονισμὸς ξενοδοχείων: Α΄ 6%, Β΄ 5%. ΝΑΥΤΙΛΙΑ: α) Διὰ κεφάλαιον κινήσεως ἐπιτόκιον 10% ἐτησίως. β) Διὰ τὴν ναυπήγησιν πλοίων 6,5%. βιομηχανικῶν ἐπιχειρήσεων ἐπιτόκιον 11% ἐτησίως. β) Διὰ κεφάλαιον κινήσεως μέχρι 50% ἐτησίως. ΠΕΡΙΟΧΑΙ: 1. Ἐνυδοχεῖα καὶ κλίναι — χορηγοῦνται βάσει τῆς ὑπ' ἀριθ. 135/1972 ἀποφάσεως: Α΄ περιοχή 5%, Β΄ περιοχή 8%, Γ΄ 5%. 2. Ἐκσυγχρονισμὸς ξενοδοχείων: Α΄ 6%, Β΄ 5%. ΝΑΥΤΙΛΙΑ: α) Διὰ κεφάλαιον κινήσεως ἐπιτόκιον 10% ἐτησίως. β) Διὰ τὴν ναυπήγησιν πλοίων 6,5%. [776,1045,952,1443]
currency-row-cell: Δολλ. Ην. Πολ. [8,776,83,787]
fall-headline: ΘΑΝΑΤΗΦΟΡΟΣ ΠΤΩΣΙΣ ΤΕΧΝΙΤΟΥ [351,1203,577,1242]
currency-row-cell: 30.15 [307,776,335,787]
drachma-row-cell: 7% [70,475,82,485]
shooting-subhead: ΕΙΧΕ ΔΙΑΦΟΡΕΣ ΧΡΗΜΑΤΙΚΕΣ = [927,59,1118,72]
industrial-row-cell: Αλουμίνιον [178,310,232,320]
gold-row-cell: 500.00 [303,545,335,554]
currency-row-cell: 1.660 [307,865,335,876]
loan-row-cell: 2% [83,374,95,384]
currency-row-cell: Κορώνα Σουηδ. [8,835,78,846]
review-court-continuation: ΣΥΝΕΧΕΙΑ ΕΚ ΤΗΣ ΣΕΛ. [619,1633,740,1645]
shooting-text: ΣΑΚΡΑΜΕΝΤΟ, 6 (Ἀσσοσ. Πρές).— Ἄνθρωπος εἰσβαλὼν εἰς ἐμπορικὸν κατάστημα ἐφόνευσε δύο ἄτομα καὶ ἐτραυμάτισε τρίτον, κατόπιν δὲ ηὐτοκτόνησε. ΣΑΚΡΑΜΕΝΤΟ, 6 (Ἀσσοσ. Πρές).— Ἄνθρωπος εἰσβαλὼν εἰς ἐμπορικὸν κατάστημα ἐφόνευσε δύο ἄτομα καὶ ἐτραυμάτισε τρίτον, κατόπιν δὲ ηὐτοκτόνησε. ΣΑΚΡΑΜΕΝΤΟ, 6 (Ἀσσοσ. Πρές).— Ἄνθρωπος εἰσβαλὼν εἰς ἐμπορικὸν κατάστημα ἐφόνευσε δύο ἄτομα καὶ ἐτραυμάτισε τρίτον, κατόπιν δὲ ηὐτοκτόνησε. [909,76,1137,212]
gold-row-cell: Ελβετική [178,554,221,564]
cigarette-subhead: ΔΕΝ ΗΘΕΛΕ = ΝΑ ΤΟΥ ΦΥΓΗ [379,44,549,58]
loan-row [6,324,168,334]
review-court-col-1: ΣΥΝΕΧΕΙΑ ΕΚ ΤΗΣ ΣΕΛ. σχέσεις κατηγορούμενοι καὶ ἐκρίθησαν ἔνοχοι ὡς ἑξῆς: Ὁ Νικόλαος Καλοῦδης, ἐτῶν 56, εἰς τὴν ποινὴν φυλακίσεως 10 ἐτῶν, ὁ Ζήνων Ζορμπᾶς εἰς ποινὴν 8 ἐτῶν. Η ΔΕΥΤΕΡΑ ΔΙΚΗ: Ἐπιφυλαχθεῖσα ἡ ἀπόφασις διὰ τοὺς λοιποὺς κατηγορουμένους ἀνεγνώσθη χθὲς τὴν ἑσπέραν ἐνώπιον τοῦ ἀκροατηρίου. σχέσεις κατηγορούμενοι καὶ ἐκρίθησαν ἔνοχοι ὡς ἑξῆς: Ὁ Νικόλαος Καλοῦδης, ἐτῶν 56, εἰς τὴν ποινὴν φυλακίσεως 10 ἐτῶν, ὁ Ζήνων Ζορμπᾶς εἰς ποινὴν 8 ἐτῶν. Η ΔΕΥΤΕΡΑ ΔΙΚΗ: Ἐπιφυλαχθεῖσα ἡ ἀπόφασις διὰ τοὺς λοιποὺς κατηγορουμένους ἀνεγνώσθη χθὲς τὴν ἑσπέραν ἐνώπιον τοῦ ἀκροατηρίου. σχέσεις κατηγορούμενοι καὶ ἐκρίθησαν ἔνοχοι ὡς ἑξῆς: Ὁ Νικόλαος Καλοῦδης, ἐτῶν 56, εἰς τὴν ποινὴν φυλακίσεως 10 ἐτῶν, ὁ Ζήνων Ζορμπᾶς εἰς ποινὴν 8 ἐτῶν. Η ΔΕΥΤΕΡΑ ΔΙΚΗ: Ἐπιφυλαχθεῖσα ἡ ἀπόφασις διὰ τοὺς λοιποὺς κατηγορουμένους ἀνεγνώσθη χθὲς τὴν ἑσπέραν ἐνώπιον τοῦ ἀκροατηρίου. σχέσεις κατηγορούμενοι καὶ ἐκρίθησαν ἔνοχοι ὡς ἑξῆς: Ὁ Νικόλαος Καλοῦδης, ἐτῶν 56, εἰς τὴν ποινὴν φυλακίσεως 10 ἐτῶν, ὁ Ζήνων Ζορμπᾶς εἰς ποινὴν 8 ἐτῶν. Η ΔΕΥΤΕΡΑ ΔΙΚΗ: Ἐπιφυλαχθεῖσα ἡ ἀπόφασις διὰ τοὺς λοιποὺς κατηγορουμένους ἀνεγνώσθη χθὲς τὴν ἑσπέραν ἐνώπιον τοῦ ἀκροατηρίου. σχέσεις κατηγορούμενοι καὶ ἐκρίθησαν ἔνοχοι ὡς ἑξῆς: Ὁ Νικόλαος Καλοῦδης, ἐτῶν 56, εἰς τὴν ποινὴν φυλακίσεως 10 ἐτῶν, ὁ Ζήνων Ζορμπᾶς εἰς ποινὴν 8 ἐτῶν. Η ΔΕΥΤΕΡΑ ΔΙΚΗ: Ἐπιφυλαχθεῖσα ἡ ἀπόφασις διὰ τοὺς λοιποὺς κατηγορουμένους ἀνεγνώσθη χθὲς τὴν ἑσπέραν ἐνώπιον τοῦ ἀκροατηρίου. [591,1633,768,2200]
drachma-row-cell: 1967 ΑΕ [8,495,46,505]
police-insult-text: Μὲ τὴν κατηγορίαν ὅτι ἐξύβρισεν ἀστυνομικὰ ὄργανα κατὰ τὴν ἐκτέλεσιν τοῦ καθήκοντός των, συνελήφθη χθὲς νεαρὸς καὶ παρεπέμφθη εἰς τὸ αὐτόφωρον. Μὲ τὴν κατηγορίαν ὅτι ἐξύβρισεν ἀστυνομικὰ ὄργανα κατὰ τὴν ἐκτέλεσιν τοῦ καθήκοντός των, συνελήφθη χθὲς νεαρὸς καὶ παρεπέμφθη εἰς τὸ αὐτόφωρον. [351,1009,577,1099]
industrial-row-cell: 1.320 [307,429,335,439]
interest-rates-headline: ΚΑΘΩΡΙΣΘΗΣΑΝ ΤΑ ΝΕΑ ΟΡΙΑ ΕΠΙΤΟΚΙΩΝ ΧΟΡΗΓΟΥΜΕΝΩΝ ΣΤΕΓΑΣΤΙΚΩΝ ΔΑΝΕΙΩΝ [632,832,1096,986]
loan-row-cell: 3% [83,384,95,394]
ierissos-subhead: ΓΥΜΝΑΣΙΟΝ ΙΕΡΙΣΣΟΥ [1189,385,1322,399]
exams-headline: ΟΙ ΕΠΙΤΥΧΟΝΤΕΣ ΚΑΤΑ ΤΑΣ ΕΙΣΑΓΩΓΙΚΑΣ ΤΩΝ ΓΥΜΝΑΣΙΩΝ ΙΕΡΙΣΣΟΥ ΚΑΙ ΛΑΓΚΑΔΙΚΙΩΝ [1175,296,1556,331]
loan-row-cell: 1.850 [138,364,166,374]
currency-row [6,777,337,787]
review-court-body [591,1632,1137,2202]
diaspora-kids-text: ΑΘΗΝΑΙ, 6.— Ἀφίχθησαν εἰς Ἀθήνας 73 ἀποδημοῦντα τέκνα τῆς ὁμογενείας τῶν Ἠνωμένων Πολιτειῶν, τὰ ὁποῖα θὰ φιλοξενηθοῦν εἰς τὴν Ἑλλάδα κατὰ τὴν διάρκειαν τῶν θερινῶν διακοπῶν. ΑΘΗΝΑΙ, 6.— Ἀφίχθησαν εἰς Ἀθήνας 73 ἀποδημοῦντα τέκνα τῆς ὁμογενείας τῶν Ἠνωμένων Πολιτειῶν, τὰ ὁποῖα θὰ φιλοξενηθοῦν εἰς τὴν Ἑλλάδα κατὰ τὴν διάρκειαν τῶν θερινῶν διακοπῶν. ΑΘΗΝΑΙ, 6.— Ἀφίχθησαν εἰς Ἀθήνας 73 ἀποδημοῦντα τέκνα τῆς ὁμογενείας τῶν Ἠνωμένων Πολιτειῶν, τὰ ὁποῖα θὰ φιλοξενηθοῦν εἰς τὴν Ἑλλάδα κατὰ τὴν διάρκειαν τῶν θερινῶν διακοπῶν. ΑΘΗΝΑΙ, 6.— Ἀφίχθησαν εἰς Ἀθήνας 73 ἀποδημοῦντα τέκνα τῆς ὁμογενείας τῶν Ἠνωμένων Πολιτειῶν, τὰ ὁποῖα θὰ φιλοξενηθοῦν εἰς τὴν Ἑλλάδα κατὰ τὴν διάρκειαν τῶν θερινῶν διακοπῶν. [1151,537,1581,649]
loan-row-cell: 1.11 [105,404,127,414]
milk-plant-text: ΑΘΗΝΑΙ, 6.— Ὑπεγράφη μεταξὺ τοῦ ὑπουργείου Συντονισμοῦ καὶ ἰδιωτικῆς ἑταιρείας ἡ σύμβασις διὰ τὴν ἵδρυσιν μονάδος ἐπεξεργασίας γάλακτος εἰς τὴν Αἰτωλοακαρνανίαν, ἡ ὁποία θὰ ἐξυπηρετῇ τοὺς κτηνοτρόφους τῆς περιοχῆς. ΑΘΗΝΑΙ, 6.— Ὑπεγράφη μεταξὺ τοῦ ὑπουργείου Συντονισμοῦ καὶ ἰδιωτικῆς ἑταιρείας ἡ σύμβασις διὰ τὴν ἵδρυσιν μονάδος ἐπεξεργασίας γάλακτος εἰς τὴν Αἰτωλοακαρνανίαν, ἡ ὁποία θὰ ἐξυπηρετῇ τοὺς κτηνοτρόφους τῆς περιοχῆς. ΑΘΗΝΑΙ, 6.— Ὑπεγράφη μεταξὺ τοῦ ὑπουργείου Συντονισμοῦ καὶ ἰδιωτικῆς ἑταιρείας ἡ σύμβασις διὰ τὴν ἵδρυσιν μονάδος ἐπεξεργασίας γάλακτος εἰς τὴν Αἰτωλοακαρνανίαν, ἡ ὁποία θὰ ἐξυπηρετῇ τοὺς κτηνοτρόφους τῆς περιοχῆς. [591,336,894,505]
cigarette-headline: ΕΚΑΨΕ ΤΗΝ ΕΡΩΜΕΝΗΝ ΤΟΥ ΜΕ ΤΣΙΓΑΡΟ [361,7,567,37]
loan-row-cell: 2% [83,354,95,364]
travel-congress-text: ΑΘΗΝΑΙ, 6.— Εἰς τὴν Ἑλλάδα θὰ πραγματοποιηθῇ τὸν προσεχῆ Νοέμβριον τὸ συνέδριον τῶν Γερμανῶν ταξιδιωτικῶν πρακτόρων, εἰς τὸ ὁποῖον θὰ μετάσχουν ἄνω τῶν 700 συνέδρων. ΑΘΗΝΑΙ, 6.— Εἰς τὴν Ἑλλάδα θὰ πραγματοποιηθῇ τὸν προσεχῆ Νοέμβριον τὸ συνέδριον τῶν Γερμανῶν ταξιδιωτικῶν πρακτόρων, εἰς τὸ ὁποῖον θὰ μετάσχουν ἄνω τῶν 700 συνέδρων. ΑΘΗΝΑΙ, 6.— Εἰς τὴν Ἑλλάδα θὰ πραγματοποιηθῇ τὸν προσεχῆ Νοέμβριον τὸ συνέδριον τῶν Γερμανῶν ταξιδιωτικῶν πρακτόρων, εἰς τὸ ὁποῖον θὰ μετάσχουν ἄνω τῶν 700 συνέδρων. [591,569,894,705]
drachma-row-cell: 6% [70,445,82,455]
industrial-row [176,390,337,400]
industrial-row-cell: Λαναράς [178,439,215,449]
industrial-row-cell: ΕΤΜΑ [178,370,199,380]
stock-date: Κλείσιμον τῆς 6ης Ἰουλίου 1973 [124,228,337,243]
drowning-text: ΗΡΑΚΛΕΙΟΝ, 6.— Ἐπνίγη εἰς αὔλακα ἀρδεύσεως ἐργάτης γεωργικῶν ἐργασιῶν. ΗΡΑΚΛΕΙΟΝ, 6.— Ἐπνίγη εἰς αὔλακα ἀρδεύσεως ἐργάτης γεωργικῶν ἐργασιῶν. [351,1341,577,1388]
currency-row-cell: Φράγκον Ελβ. [8,805,73,816]
rumours-headline: ΝΕΟΣ ΚΥΚΛΟΣ ΦΗΜΩΝ ΚΑΙ ΣΥΖΗΤΗΣΕΩΝ ΔΙΑ ΤΑΣ ΕΞΑΓΓΕΛΙΑΣ ΜΕΤΑ ΤΗΝ 29ΗΝ ΙΟΥΛΙΟΥ [1160,1006,1572,1041]
loan-row-cell: 732 [149,295,166,305]
drachma-row-cell: 343 [149,475,166,485]
currency-row-cell: Σελλίνι Αυστρ. [8,865,83,876]
industrial-row [176,479,337,489]
op-subhead: ΑΙ ΑΠΟΦΑΣΕΙΣ ΤΗΣ ΕΠΙΤΡΟΠΗΣ [76,1443,267,1457]
loan-row-cell: 5% [83,364,95,374]
bank-row-cell: Ιονική [8,606,41,616]
drachma-row-cell: 37 [155,445,166,455]
currency-row-cell: Λιρέττα Ιτ. [8,825,67,836]
industrial-row-cell: 930 [318,350,335,360]
interest-rates-subhead: Ἀμετάβλητα παραμένουν διὰ τὴν γεωργίαν [655,986,1073,1039]
loan-row-cell: 2½ [83,334,95,344]
storm-headline: ΚΑΤΑΡΙΔΑ ΔΙΕΚΟΨΕ ΤΑΣ ΤΗΛΕΠΙΚΟΙΝΩΝΙΑΣ [351,1395,577,1433]
review-court-col-2: κατηγορούμενοι τοῦ Ν. 509 διὰ συμμετοχὴν εἰς παράνομον ὀργάνωσιν, ἔλαβον τὰς ἑξῆς ποινάς: Ὁ Γεώργιος Παπαδόπουλος 5 ἔτη καὶ 6 μῆνας, ὁ Ἀντώνιος Μαυρόπουλος 4 ἔτη. Τὸ δικαστήριον ἀνεγνώρισεν ἐλαφρυντικὰ εἰς ὡρισμένους ἐκ τῶν κατηγορουμένων καὶ ἐμείωσε τὰς ποινάς των. κατηγορούμενοι τοῦ Ν. 509 διὰ συμμετοχὴν εἰς παράνομον ὀργάνωσιν, ἔλαβον τὰς ἑξῆς ποινάς: Ὁ Γεώργιος Παπαδόπουλος 5 ἔτη καὶ 6 μῆνας, ὁ Ἀντώνιος Μαυρόπουλος 4 ἔτη. Τὸ δικαστήριον ἀνεγνώρισεν ἐλαφρυντικὰ εἰς ὡρισμένους ἐκ τῶν κατηγορουμένων καὶ ἐμείωσε τὰς ποινάς των. κατηγορούμενοι τοῦ Ν. 509 διὰ συμμετοχὴν εἰς παράνομον ὀργάνωσιν, ἔλαβον τὰς ἑξῆς ποινάς: Ὁ Γεώργιος Παπαδόπουλος 5 ἔτη καὶ 6 μῆνας, ὁ Ἀντώνιος Μαυρόπουλος 4 ἔτη. Τὸ δικαστήριον ἀνεγνώρισεν ἐλαφρυντικὰ εἰς ὡρισμένους ἐκ τῶν κατηγορουμένων καὶ ἐμείωσε τὰς ποινάς των. κατηγορούμενοι τοῦ Ν. 509 διὰ συμμετοχὴν εἰς παράνομον ὀργάνωσιν, ἔλαβον τὰς ἑξῆς ποινάς: Ὁ Γεώργιος Παπαδόπουλος 5 ἔτη καὶ 6 μῆνας, ὁ Ἀντώνιος Μαυρόπουλος 4 ἔτη. Τὸ δικαστήριον ἀνεγνώρισεν ἐλαφρυντικὰ εἰς ὡρισμένους ἐκ τῶν κατηγορουμένων καὶ ἐμείωσε τὰς ποινάς των. κατηγορούμενοι τοῦ Ν. 509 διὰ συμμετοχὴν εἰς παράνομον ὀργάνωσιν, ἔλαβον τὰς ἑξῆς ποινάς: Ὁ Γεώργιος Παπαδόπουλος 5 ἔτη καὶ 6 μῆνας, ὁ Ἀντώνιος Μαυρόπουλος 4 ἔτη. Τὸ δικαστήριον ἀνεγνώρισεν ἐλαφρυντικὰ εἰς ὡρισμένους ἐκ τῶν κατηγορουμένων καὶ ἐμείωσε τὰς ποινάς των. [776,1631,952,2185]
loan-row [6,314,168,324]
insurance-heading: ΑΣΦΑΛΙΣΤΙΚΑΙ [6,632,168,652]
drachma-row-cell: 1968 ΑΕ [8,505,46,515]
industrial-row-cell: 1.390 [307,291,335,301]
loan-row-cell: 1931 [8,404,30,414]
op-subhead: Ο Π.Α.Ε. ΔΙΑ ΤΑΣ ΔΗΛΩΣΕΙΣ ΤΟΥ ΠΡΟΕΔΡΟΥ ΤΗΣ «ΑΕΚ» [24,1161,319,1187]
travel-congress-headline: ΣΥΝΕΔΡΙΟΝ ΤΕΡΜΑΝΩΝ ΤΑΞΙΔΙΩΤΙΚΩΝ ΠΡΑΚΤΟΡΩΝ ΘΑ ΠΡΑΓΜΑΤΟΠΟΙΗΘΗ ΤΟΝ ΝΟΕΜΒΡΙΟΝ ΕΙΣ ΕΛΛΑΔΑ [591,513,894,566]
loan-row [6,305,168,314]
loan-row-cell: 1895 Μον. [8,324,57,334]
industrial-row-cell: 1.410 [307,370,335,380]
industrial-row-cell: 1.860 [307,310,335,320]
drachma-row-cell: 8% [70,485,82,495]
loan-row-cell: 0.00 [105,394,127,404]
currency-row-cell: 12.00 [235,815,263,826]
chinese-ship-text: ΠΕΙΡΑΙΕΥΣ, 6.— Εἰσῆλθεν εἰς τὴν πλωτὴν δεξαμενὴν τῶν ναυπηγείων Σκαραμαγκᾶ τὸ κινεζικὸν φορτηγὸν πλοῖον διὰ ἐπισκευάς. ΠΕΙΡΑΙΕΥΣ, 6.— Εἰσῆλθεν εἰς τὴν πλωτὴν δεξαμενὴν τῶν ναυπηγείων Σκαραμαγκᾶ τὸ κινεζικὸν φορτηγὸν πλοῖον διὰ ἐπισκευάς. [351,690,577,759]
currency-row-cell: Λίρα Αγγλίας [8,786,73,796]
fall-text: ΑΘΗΝΑΙ, 6.— Ὁ τεχνίτης ἐφονεύθη πεσὼν ἀπὸ ἰκρίωμα οἰκοδομῆς ὑπὸ ἀνέγερσιν. ΑΘΗΝΑΙ, 6.— Ὁ τεχνίτης ἐφονεύθη πεσὼν ἀπὸ ἰκρίωμα οἰκοδομῆς ὑπὸ ἀνέγερσιν. [351,1245,577,1291]
industrial-row-cell: Καμπάς [178,410,210,420]
gold-coins-table [176,535,337,574]
industrial-row-cell: Αγροτική [178,291,221,301]
loan-row-cell: 5.760 [138,384,166,394]
stock-exchange-kicker: Τὸ χρηματιστήριον τῶν ἀξιῶν [6,165,293,224]
industrial-row [176,380,337,390]
short-news-column [351,0,577,2324]
industrial-row [176,291,337,301]
drachma-row-cell: 290 [149,465,166,475]
supreme-court-headline: ΤΟ ΑΝΩΤΑΤΟΝ ΔΙΚΑΣΤΗΡΙΟΝ ΤΩΝ ΗΝΩΜ. ΠΟΛΙΤΕΙΩΝ ΕΠΙΔΕΙΚΕΙ ΕΥΚΑΜΨΙΑΝ ΕΙΣ ΤΑΣ ΑΠΟΦΑΣΕΙΣ ΤΟΥ [1188,665,1543,717]
drachma-row [6,525,168,535]
lagkadikia-subhead: ΙΔΙΩΤΙΚΟΝ ΓΥΜΝΑΣΙΟΝ ΛΑΓ. ΚΑΔΙΚΙΩΝ [1389,363,1563,390]
drachma-row-cell: 7.50 [98,465,121,475]
industrial-row [176,350,337,360]
loan-row-cell: 4% [83,295,95,305]
drachma-row-cell: 449.50 [133,485,166,495]
bank-row-cell: Αγροτική [8,576,52,586]
industrial-row-cell: 850 [318,340,335,350]
industrial-row-cell: 1.500 [307,459,335,469]
drachma-row-cell: 1965 ΑΕ [8,475,46,485]
currency-row-cell: 12.09 [307,815,335,826]
loan-row [6,334,168,344]
bank-row-cell: 1.850 [138,576,166,586]
drachma-row-cell: 22.5 [98,485,121,495]
industrial-row [176,400,337,410]
drachma-row [6,445,168,455]
currency-row-cell: 9.95 [313,805,335,816]
currency-row [6,816,337,826]
currency-row [6,787,337,796]
loan-row-cell: 0.5 [110,324,127,334]
right-column [1151,0,1581,2324]
bank-row [6,576,168,586]
gold-row-cell: 612.00 [303,535,335,545]
interest-rates-continuation: ΣΥΝΕΧΕΙΑ ΕΚ ΤΗΣ 1ΗΣ ΣΕΛ. [607,1047,752,1059]
economic-life-column [6,0,337,2324]
review-court-headline: ΤΟ ΑΝΑΘΕΩΡΗΤΙΚΟΝ ΕΜΕΙΩΣΕ ΤΑΣ ΠΟΙΝΑΣ ΑΛΛΩΝ 14 ΚΑΤΑΔΙΚΑΣΘΕΝΤΩΝ ΜΕ ΤΟΝ 509 [638,1592,1090,1628]
currency-row [6,856,337,866]
drachma-row-cell: 1969 [8,515,30,525]
gold-row [176,545,337,554]
loan-row-cell: 1893 Ηνωμ. [8,314,62,324]
bank-row-cell: Κτηματική [8,616,57,626]
drachma-row-cell: 6½ [70,515,82,525]
channel-tunnel-headline: ΝΕΑΙ ΠΡΟΤΑΣΕΙΣ ΔΙΑ ΤΗΝ ΣΗΡΑΓΓΑ ΤΗΣ ΜΑΓΧΗΣ [909,219,1137,258]
loan-row-cell: 0.4 [110,364,127,374]
